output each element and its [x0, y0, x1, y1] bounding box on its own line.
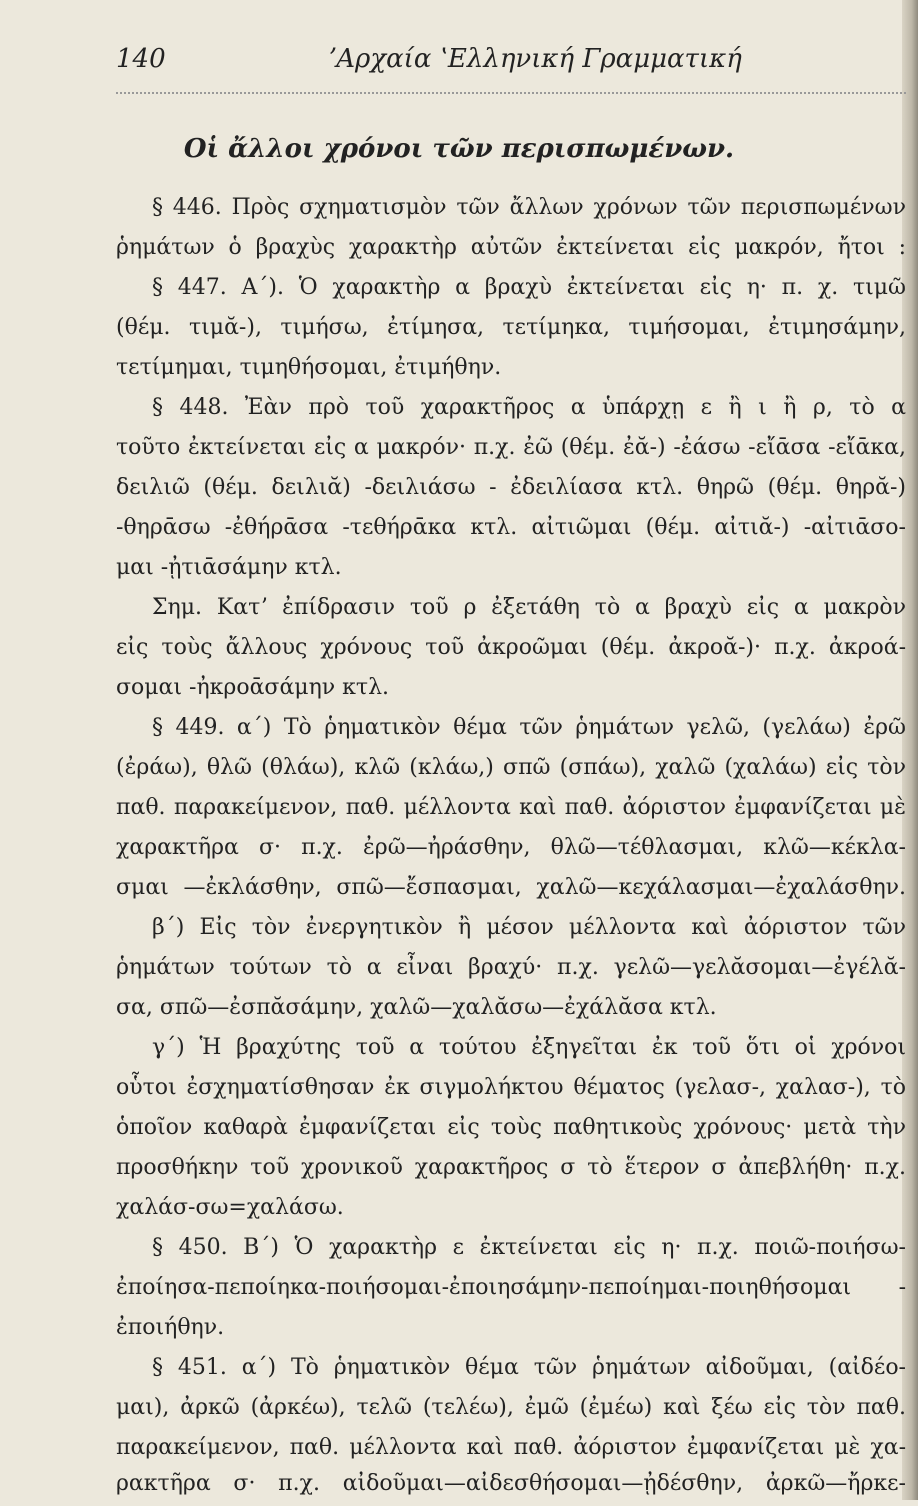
text-line: Σημ. Κατʼ ἐπίδρασιν τοῦ ρ ἐξετάθη τὸ α βραχὺ εἰς α μακρὸν	[152, 595, 906, 620]
page-number: 140	[116, 44, 166, 74]
text-line: § 450. Β΄) Ὁ χαρακτὴρ ε ἐκτείνεται εἰς η· π.χ. ποιῶ-ποιήσω-	[152, 1235, 906, 1260]
text-line: ρακτῆρα σ· π.χ. αἰδοῦμαι—αἰδεσθήσομαι—ᾐδέσθην, ἀρκῶ—ἤρκε-	[116, 1471, 906, 1496]
text-line: προσθήκην τοῦ χρονικοῦ χαρακτῆρος σ τὸ ἕτερον σ ἀπεβλήθη· π.χ.	[116, 1155, 906, 1180]
text-line: μαι -ᾐτιᾱσάμην κτλ.	[116, 555, 342, 580]
text-line: γ΄) Ἡ βραχύτης τοῦ α τούτου ἐξηγεῖται ἐκ τοῦ ὅτι οἱ χρόνοι	[152, 1035, 906, 1060]
text-line: παθ. παρακείμενον, παθ. μέλλοντα καὶ παθ. ἀόριστον ἐμφανίζεται μὲ	[116, 795, 906, 820]
text-line: ὁποῖον καθαρὰ ἐμφανίζεται εἰς τοὺς παθητικοὺς χρόνους· μετὰ τὴν	[116, 1115, 906, 1140]
header-rule	[116, 92, 906, 94]
text-line: ῥημάτων ὁ βραχὺς χαρακτὴρ αὐτῶν ἐκτείνεται εἰς μακρόν, ἤτοι :	[116, 235, 906, 260]
text-line: οὗτοι ἐσχηματίσθησαν ἐκ σιγμολήκτου θέματος (γελασ-, χαλασ-), τὸ	[116, 1075, 906, 1100]
text-line: σομαι -ἠκροᾱσάμην κτλ.	[116, 675, 390, 700]
running-title: ʼΑρχαία ʽΕλληνική Γραμματική	[328, 44, 742, 74]
text-line: σα, σπῶ—ἐσπᾰσάμην, χαλῶ—χαλᾰσω—ἐχάλᾰσα κτλ.	[116, 995, 717, 1020]
text-line: μαι), ἀρκῶ (ἀρκέω), τελῶ (τελέω), ἐμῶ (ἐμέω) καὶ ξέω εἰς τὸν παθ.	[116, 1395, 906, 1420]
text-line: § 449. α΄) Τὸ ῥηματικὸν θέμα τῶν ῥημάτων γελῶ, (γελάω) ἐρῶ	[152, 715, 906, 740]
text-line: § 448. Ἐὰν πρὸ τοῦ χαρακτῆρος α ὑπάρχῃ ε ἢ ι ἢ ρ, τὸ α	[152, 395, 906, 420]
text-line: § 451. α΄) Τὸ ῥηματικὸν θέμα τῶν ῥημάτων αἰδοῦμαι, (αἰδέο-	[152, 1355, 906, 1380]
text-line: (θέμ. τιμᾰ-), τιμήσω, ἐτίμησα, τετίμηκα, τιμήσομαι, ἐτιμησάμην,	[116, 315, 906, 340]
text-line: ἐποίησα-πεποίηκα-ποιήσομαι-ἐποιησάμην-πεποίημαι-ποιηθήσομαι -	[116, 1275, 906, 1300]
text-line: § 446. Πρὸς σχηματισμὸν τῶν ἄλλων χρόνων τῶν περισπωμένων	[152, 195, 906, 220]
text-line: χαλάσ-σω=χαλάσω.	[116, 1195, 344, 1220]
section-title: Οἱ ἄλλοι χρόνοι τῶν περισπωμένων.	[183, 134, 735, 164]
text-line: δειλιῶ (θέμ. δειλιᾰ) -δειλιάσω - ἐδειλίασα κτλ. θηρῶ (θέμ. θηρᾰ-)	[116, 475, 906, 500]
text-line: τοῦτο ἐκτείνεται εἰς α μακρόν· π.χ. ἐῶ (θέμ. ἐᾰ-) -ἐάσω -εἴᾱσα -εἴᾱκα,	[116, 435, 906, 460]
text-line: (ἐράω), θλῶ (θλάω), κλῶ (κλάω,) σπῶ (σπάω), χαλῶ (χαλάω) εἰς τὸν	[116, 755, 906, 780]
text-line: -θηρᾱσω -ἐθήρᾱσα -τεθήρᾱκα κτλ. αἰτιῶμαι (θέμ. αἰτιᾰ-) -αἰτιᾱσο-	[116, 515, 906, 540]
text-line: σμαι —ἐκλάσθην, σπῶ—ἔσπασμαι, χαλῶ—κεχάλασμαι—ἐχαλάσθην.	[116, 875, 906, 900]
text-line: § 447. Α΄). Ὁ χαρακτὴρ α βραχὺ ἐκτείνεται εἰς η· π. χ. τιμῶ	[152, 275, 906, 300]
text-line: β΄) Εἰς τὸν ἐνεργητικὸν ἢ μέσον μέλλοντα καὶ ἀόριστον τῶν	[152, 915, 906, 940]
text-line: παρακείμενον, παθ. μέλλοντα καὶ παθ. ἀόριστον ἐμφανίζεται μὲ χα-	[116, 1435, 906, 1460]
text-line: τετίμημαι, τιμηθήσομαι, ἐτιμήθην.	[116, 355, 502, 380]
text-line: ἐποιήθην.	[116, 1315, 225, 1340]
text-line: ῥημάτων τούτων τὸ α εἶναι βραχύ· π.χ. γελῶ—γελᾰσομαι—ἐγέλᾰ-	[116, 955, 906, 980]
running-header	[116, 44, 906, 88]
text-line: εἰς τοὺς ἄλλους χρόνους τοῦ ἀκροῶμαι (θέμ. ἀκροᾰ-)· π.χ. ἀκροά-	[116, 635, 906, 660]
text-line: χαρακτῆρα σ· π.χ. ἐρῶ—ἠράσθην, θλῶ—τέθλασμαι, κλῶ—κέκλα-	[116, 835, 906, 860]
